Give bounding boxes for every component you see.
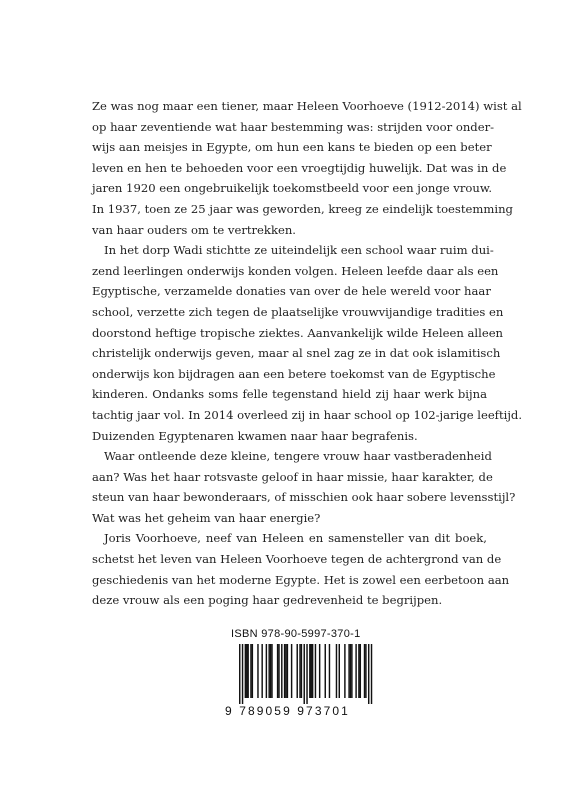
blurb-line: In 1937, toen ze 25 jaar was geworden, kreeg ze eindelijk toestemming	[92, 201, 513, 216]
blurb-line: Duizenden Egyptenaren kwamen naar haar begrafenis.	[92, 428, 418, 443]
blurb-line: steun van haar bewonderaars, of misschien ook haar sobere levensstijl?	[92, 490, 516, 505]
blurb-line: wijs aan meisjes in Egypte, om hun een kans te bieden op een beter	[92, 140, 492, 155]
barcode-bar	[319, 644, 320, 698]
blurb-line: christelijk onderwijs geven, maar al snel zag ze in dat ook islamitisch	[92, 346, 501, 361]
barcode-bar	[266, 644, 267, 698]
blurb-line: onderwijs kon bijdragen aan een betere toekomst van de Egyptische	[92, 366, 496, 381]
blurb-line: tachtig jaar vol. In 2014 overleed zij in haar school op 102-jarige leeftijd.	[92, 407, 523, 422]
blurb-line: Waar ontleende deze kleine, tengere vrouw haar vastberadenheid	[104, 449, 492, 464]
barcode-bar	[360, 644, 361, 698]
barcode-digits: 9 789059 973701	[225, 704, 350, 718]
blurb-line: leven en hen te behoeden voor een vroegtijdig huwelijk. Dat was in de	[92, 160, 507, 175]
barcode-bar	[239, 644, 240, 704]
barcode-bar	[350, 644, 351, 698]
barcode-bar	[270, 644, 271, 698]
barcode-bar	[284, 644, 285, 698]
blurb-paragraph	[92, 240, 523, 446]
blurb-line: In het dorp Wadi stichtte ze uiteindelijk een school waar ruim dui-	[104, 243, 494, 258]
blurb-line: Joris Voorhoeve, neef van Heleen en samensteller van dit boek,	[104, 531, 487, 546]
barcode-bar	[306, 644, 307, 704]
barcode-bar	[296, 644, 297, 698]
barcode-bar	[339, 644, 340, 698]
barcode-bar	[252, 644, 253, 698]
barcode-bar	[285, 644, 286, 698]
barcode-bar	[257, 644, 258, 698]
barcode-bar	[261, 644, 262, 698]
barcode-bar	[325, 644, 326, 698]
barcode-bar	[348, 644, 349, 698]
blurb-text	[92, 96, 523, 611]
barcode-bar	[247, 644, 248, 698]
blurb-line: zend leerlingen onderwijs konden volgen. Heleen leefde daar als een	[92, 263, 499, 278]
barcode-bar	[311, 644, 312, 698]
barcode-bar	[358, 644, 359, 698]
barcode-bar	[278, 644, 279, 698]
isbn-barcode	[225, 628, 375, 720]
blurb-line: geschiedenis van het moderne Egypte. Het is zowel een eerbetoon aan	[92, 572, 510, 587]
barcode-bar	[271, 644, 272, 698]
barcode-bar	[315, 644, 316, 698]
barcode-bar	[355, 644, 356, 698]
blurb-line: Wat was het geheim van haar energie?	[92, 510, 321, 525]
barcode-bar	[246, 644, 247, 698]
blurb-line: Egyptische, verzamelde donaties van over de hele wereld voor haar	[92, 284, 491, 299]
blurb-line: school, verzette zich tegen de plaatselijke vrouwvijandige tradities en	[92, 304, 504, 319]
blurb-line: aan? Was het haar rotsvaste geloof in haar missie, haar karakter, de	[92, 469, 493, 484]
blurb-line: schetst het leven van Heleen Voorhoeve tegen de achtergrond van de	[92, 552, 502, 567]
barcode-bar	[365, 644, 366, 698]
barcode-bar	[304, 644, 305, 704]
barcode-bar	[364, 644, 365, 698]
barcode-bar	[371, 644, 372, 704]
blurb-paragraph	[92, 96, 522, 240]
barcode-bar	[301, 644, 302, 698]
barcode-bar	[268, 644, 269, 698]
barcode-bar	[344, 644, 345, 698]
blurb-line: op haar zeventiende wat haar bestemming was: strijden voor onder-	[92, 119, 495, 134]
barcode-bar	[245, 644, 246, 698]
blurb-paragraph	[92, 528, 510, 610]
barcode-bar	[287, 644, 288, 698]
barcode-bar	[281, 644, 282, 698]
barcode-bar	[277, 644, 278, 698]
barcode-bar	[351, 644, 352, 698]
barcode-bar	[291, 644, 292, 698]
blurb-line: jaren 1920 een ongebruikelijk toekomstbeeld voor een jonge vrouw.	[92, 181, 493, 196]
barcode-bar	[329, 644, 330, 698]
barcode-bar	[309, 644, 310, 698]
blurb-line: kinderen. Ondanks soms felle tegenstand hield zij haar werk bijna	[92, 387, 487, 402]
barcode-bar	[368, 644, 369, 704]
barcode-bars	[225, 644, 375, 704]
barcode-bar	[242, 644, 243, 704]
blurb-line: Ze was nog maar een tiener, maar Heleen Voorhoeve (1912-2014) wist al	[92, 99, 522, 113]
barcode-bar	[299, 644, 300, 698]
blurb-line: deze vrouw als een poging haar gedrevenheid te begrijpen.	[92, 593, 443, 608]
barcode-bar	[336, 644, 337, 698]
blurb-paragraph	[92, 446, 516, 528]
blurb-line: doorstond heftige tropische ziektes. Aanvankelijk wilde Heleen alleen	[92, 325, 504, 340]
barcode-bar	[312, 644, 313, 698]
barcode-bar	[250, 644, 251, 698]
isbn-label: ISBN 978-90-5997-370-1	[231, 628, 361, 640]
blurb-line: van haar ouders om te vertrekken.	[92, 222, 296, 237]
